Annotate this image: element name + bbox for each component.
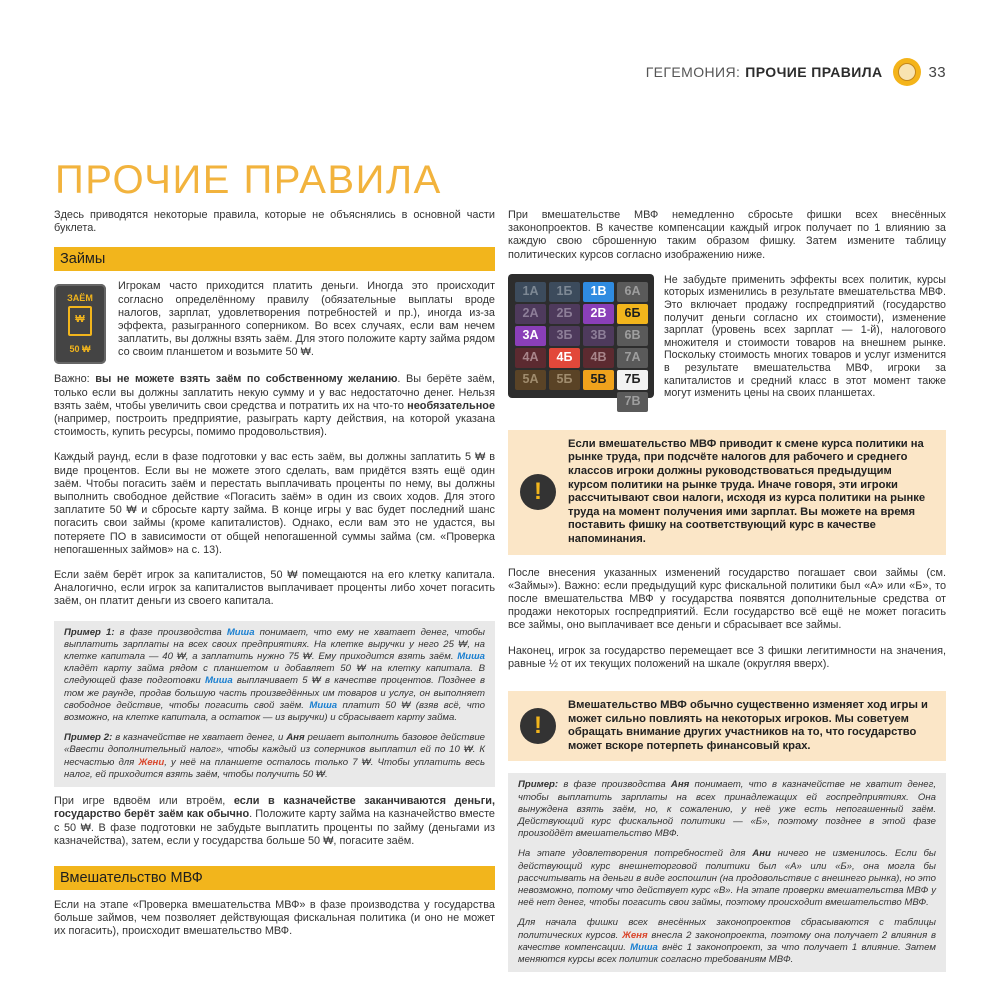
policy-cell (515, 392, 546, 412)
section-heading-loans: Займы (54, 247, 495, 271)
imf-paragraph-1: Если на этапе «Проверка вмешательства МВФ» в фазе производства у государства больше займов, чем позволяет действующая фискальная политика (и оно не может их погасить), происходит вмешательство МВФ. (54, 898, 495, 938)
policy-cell: 6В (617, 326, 648, 346)
policy-cell: 4Б (549, 348, 580, 368)
policy-table-image (508, 274, 654, 409)
section-heading-imf: Вмешательство МВФ (54, 866, 495, 890)
loan-card-image (54, 284, 106, 364)
running-header (646, 58, 946, 86)
imf-example-3: Для начала фишки всех внесённых законопроектов сбрасываются с таблицы политических курсов. Женя внесла 2 законопроекта, поэтому она получает 2 влияния в качестве компенсации. Миша внёс 1 законопроект, за что получает 1 влияние. Затем меняются курсы всех политик согласно требованиям МВФ. (518, 917, 936, 965)
loans-paragraph-5: При игре вдвоём или втроём, если в казначействе заканчиваются деньги, государство берёт заём как обычно. Положите карту займа на казначейство вместе с 50 ₩. В фазе подготовки не забудьте выплатить проценты по займу (деньгами из казначейства), затем, если у государства больше 50 ₩, погасите заём. (54, 795, 495, 847)
loans-paragraph-1: Игрокам часто приходится платить деньги. Иногда это происходит согласно определённому правилу (обязательные выплаты вроде налогов, зарплат, удовлетворения потребностей и пр.), иногда из-за эффекта, разыгранного соперником. Во всех случаях, если вам нечем заплатить, вы должны взять заём. Для этого положите карту займа рядом со своим планшетом и возьмите 50 ₩. (118, 280, 495, 359)
imf-paragraph-5: Наконец, игрок за государство перемещает все 3 фишки легитимности на значения, равные ½ от их текущих положений на шкале (округляя вверх). (508, 644, 946, 670)
policy-cell: 4А (515, 348, 546, 368)
policy-table-row (508, 273, 946, 409)
policy-cell: 7А (617, 348, 648, 368)
policy-cell: 7Б (617, 370, 648, 390)
warning-text-1: Если вмешательство МВФ приводит к смене курса политики на рынке труда, при подсчёте налогов для рабочего и среднего классов игроки должны руководствоваться предыдущим курсом политики на рынке труда. Иначе говоря, эти игроки рассчитывают свои налоги, исходя из курса политики на рынке труда на момент получения ими зарплат. Вы можете на время поставить фишку на соответствующий курс в качестве напоминания. (568, 437, 926, 545)
example-2: Пример 2: в казначействе не хватает денег, и Аня решает выполнить базовое действие «Ввести дополнительный налог», чтобы каждый из соперников выплатил ей по 10 ₩. К несчастью для Жени, у неё на планшете осталось только 7 ₩. Чтобы уплатить весь налог, ей приходится взять заём, чтобы получить 50 ₩. (64, 732, 486, 780)
currency-icon: ₩ (75, 314, 85, 326)
policy-cell: 3А (515, 326, 546, 346)
policy-cell: 3Б (549, 326, 580, 346)
warning-box-2 (508, 691, 946, 761)
imf-paragraph-4: После внесения указанных изменений государство погашает свои займы (см. «Займы»). Важно: если предыдущий курс фискальной политики был «А» или «Б», то после вмешательства МВФ у государства появятся дополнительные средства от продажи некоторых госпредприятий. Если государство всё ещё не может погасить все займы, оно выплачивает все деньги и сбрасывает все займы. (508, 566, 946, 632)
imf-paragraph-3: Не забудьте применить эффекты всех политик, курсы которых изменились в результате вмешательства МВФ. Это включает продажу госпредприятий (государство получит деньги согласно их стоимости), изменение зарплат (уровень всех зарплат — 1-й), налогового множителя и стоимости товаров на внешнем рынке. Поскольку стоимость многих товаров и услуг изменится в результате вмешательства МВФ, игроки за капиталистов и средний класс в этот момент также могут изменить цены на своих планшетах. (664, 273, 946, 400)
imf-example-1: Пример: в фазе производства Аня понимает, что в казначействе не хватит денег, чтобы выплатить зарплаты на всех принадлежащих ей госпредприятиях. Она вынуждена взять заём, но, к сожалению, у неё уже есть непогашенный заём. Действующий курс фискальной политики — «Б», поэтому позднее в этой фазе произойдёт вмешательство МВФ. (518, 779, 936, 840)
warning-text-2: Вмешательство МВФ обычно существенно изменяет ход игры и может сильно повлиять на некоторых игроков. Мы советуем обращать внимание других участников на то, что государство может вскоре потерпеть финансовый крах. (568, 698, 928, 752)
exclamation-icon: ! (520, 474, 556, 510)
policy-cell: 7В (617, 392, 648, 412)
policy-cell: 6Б (617, 304, 648, 324)
intro-paragraph: Здесь приводятся некоторые правила, которые не объяснялись в основной части буклета. (54, 209, 495, 235)
policy-cell: 1В (583, 282, 614, 302)
policy-cell: 2А (515, 304, 546, 324)
document-icon (68, 306, 92, 336)
policy-cell: 1Б (549, 282, 580, 302)
loans-paragraph-4: Если заём берёт игрок за капиталистов, 50 ₩ помещаются на его клетку капитала. Аналогично, если игрок за капиталистов выплачивает проценты либо хочет погасить заём, он платит деньги из своего капитала. (54, 569, 495, 608)
policy-cell: 5В (583, 370, 614, 390)
policy-cell: 6А (617, 282, 648, 302)
imf-paragraph-2: При вмешательстве МВФ немедленно сбросьте фишки всех внесённых законопроектов. В качестве компенсации каждый игрок получает по 1 влиянию за каждую свою сброшенную таким образом фишку. Затем измените таблицу политических курсов согласно изображению ниже. (508, 209, 946, 261)
loans-paragraph-2: Важно: вы не можете взять заём по собственному желанию. Вы берёте заём, только если вы должны заплатить некую сумму и у вас недостаточно денег. Нельзя взять заём, чтобы увеличить свои средства и потратить их на что-то необязательное (например, построить предприятие, разыграть карту действия, на которой указана стоимость, купить ресурсы, помимо продовольствия). (54, 373, 495, 439)
example-1: Пример 1: в фазе производства Миша понимает, что ему не хватает денег, чтобы выплатить зарплаты на всех своих предприятиях. На клетке выручки у него 25 ₩, на клетке капитала — 40 ₩, а заплатить нужно 75 ₩. Ему приходится взять заём. Миша кладёт карту займа рядом с планшетом и добавляет 50 ₩ на клетку капитала. В следующей фазе подготовки Миша выплачивает 5 ₩ в качестве процентов. Позднее в том же раунде, продав большую часть произведённых им товаров и услуг, он выполняет свободное действие, чтобы погасить свой заём. Миша платит 50 ₩ (взяв всё, что возможно, на клетке капитала, а остаток — из выручки) и сбрасывает карту займа. (64, 626, 485, 724)
policy-cell: 2В (583, 304, 614, 324)
policy-cell: 2Б (549, 304, 580, 324)
right-column (508, 209, 946, 980)
policy-cell (583, 392, 614, 412)
left-column (54, 209, 495, 951)
loan-intro (54, 280, 495, 364)
loan-card-title: ЗАЁМ (67, 293, 93, 304)
page-number: 33 (928, 63, 946, 81)
loans-paragraph-3: Каждый раунд, если в фазе подготовки у вас есть заём, вы должны заплатить 5 ₩ в виде процентов. Если вы не можете этого сделать, вам придётся взять ещё один заём. Чтобы погасить заём и перестать выплачивать проценты по нему, вы должны выполнить свободное действие «Погасить заём» в один из своих ходов. Для этого заплатите 50 ₩ и сбросьте карту займа. В конце игры у вас будет последний шанс погасить свои займы (кроме капиталистов). Однако, если вам это не удастся, вы потеряете ПО в зависимости от общей непогашенной суммы займа (см. «Проверка непогашенных займов» на с. 13). (54, 451, 495, 556)
policy-cell: 3В (583, 326, 614, 346)
policy-cell: 1А (515, 282, 546, 302)
policy-cell: 5Б (549, 370, 580, 390)
exclamation-icon: ! (520, 708, 556, 744)
imf-example-box (508, 773, 946, 972)
page-title: ПРОЧИЕ ПРАВИЛА (55, 158, 442, 202)
brain-logo-icon (893, 58, 921, 86)
policy-cell: 4В (583, 348, 614, 368)
loan-card-value: 50 ₩ (69, 344, 91, 355)
header-title-bold: ПРОЧИЕ ПРАВИЛА (745, 64, 883, 80)
policy-cell (549, 392, 580, 412)
imf-example-2: На этапе удовлетворения потребностей для Ани ничего не изменилось. Если бы действующий курс внешнеторговой политики был «А» или «Б», она могла бы рассчитывать на деньги в виде госпошлин (на продовольствие с внешнего рынка), но это невозможно, потому что действует курс «В». На этапе проверки вмешательства МВФ у неё нет денег, чтобы погасить свои займы, поэтому происходит вмешательство МВФ. (518, 848, 936, 909)
header-title-plain: ГЕГЕМОНИЯ: (645, 64, 741, 80)
warning-box-1 (508, 430, 946, 555)
policy-cell: 5А (515, 370, 546, 390)
loans-example-box (54, 621, 495, 787)
